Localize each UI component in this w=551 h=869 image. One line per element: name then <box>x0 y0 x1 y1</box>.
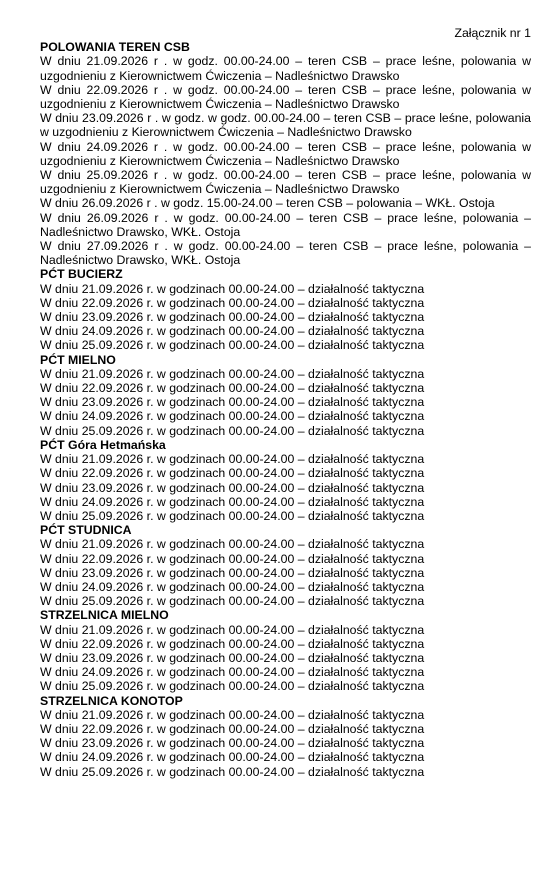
section <box>40 267 531 352</box>
entry-text: W dniu 23.09.2026 r. w godzinach 00.00-24.00 – działalność taktyczna <box>40 395 425 410</box>
entry-text: W dniu 23.09.2026 r. w godzinach 00.00-24.00 – działalność taktyczna <box>40 736 425 751</box>
entry-text: W dniu 22.09.2026 r. w godzinach 00.00-24.00 – działalność taktyczna <box>40 381 425 396</box>
entry-text: W dniu 21.09.2026 r . w godz. 00.00-24.00 – teren CSB – prace leśne, polowania w uzgodnieniu z Kierownictwem Ćwiczenia – Nadleśnictwo Drawsko <box>40 54 531 83</box>
entry-text: W dniu 21.09.2026 r. w godzinach 00.00-24.00 – działalność taktyczna <box>40 281 425 296</box>
entry-text: W dniu 23.09.2026 r. w godzinach 00.00-24.00 – działalność taktyczna <box>40 310 425 325</box>
entry-text: W dniu 24.09.2026 r. w godzinach 00.00-24.00 – działalność taktyczna <box>40 665 425 680</box>
section-title: PĆT BUCIERZ <box>40 267 123 282</box>
entry-text: W dniu 22.09.2026 r. w godzinach 00.00-24.00 – działalność taktyczna <box>40 466 425 481</box>
entry-text: W dniu 22.09.2026 r. w godzinach 00.00-24.00 – działalność taktyczna <box>40 636 425 651</box>
entry-text: W dniu 21.09.2026 r. w godzinach 00.00-24.00 – działalność taktyczna <box>40 707 425 722</box>
section-title: STRZELNICA KONOTOP <box>40 693 183 708</box>
annex-label: Załącznik nr 1 <box>454 26 531 40</box>
entry-text: W dniu 24.09.2026 r . w godz. 00.00-24.00 – teren CSB – prace leśne, polowania w uzgodnieniu z Kierownictwem Ćwiczenia – Nadleśnictwo Drawsko <box>40 139 531 168</box>
entry-text: W dniu 21.09.2026 r. w godzinach 00.00-24.00 – działalność taktyczna <box>40 537 425 552</box>
entry-text: W dniu 26.09.2026 r . w godz. 00.00-24.00 – teren CSB – prace leśne, polowania – Nadleśnictwo Drawsko, WKŁ. Ostoja <box>40 210 531 239</box>
section-title: PĆT MIELNO <box>40 352 116 367</box>
entry-text: W dniu 25.09.2026 r. w godzinach 00.00-24.00 – działalność taktyczna <box>40 338 425 353</box>
entry-text: W dniu 22.09.2026 r. w godzinach 00.00-24.00 – działalność taktyczna <box>40 551 425 566</box>
entry-text: W dniu 25.09.2026 r . w godz. 00.00-24.00 – teren CSB – prace leśne, polowania w uzgodnieniu z Kierownictwem Ćwiczenia – Nadleśnictwo Drawsko <box>40 168 531 197</box>
entry-text: W dniu 25.09.2026 r. w godzinach 00.00-24.00 – działalność taktyczna <box>40 423 425 438</box>
entry-text: W dniu 22.09.2026 r. w godzinach 00.00-24.00 – działalność taktyczna <box>40 295 425 310</box>
entry-text: W dniu 25.09.2026 r. w godzinach 00.00-24.00 – działalność taktyczna <box>40 594 425 609</box>
entry-text: W dniu 24.09.2026 r. w godzinach 00.00-24.00 – działalność taktyczna <box>40 324 425 339</box>
entry-text: W dniu 22.09.2026 r . w godz. 00.00-24.00 – teren CSB – prace leśne, polowania w uzgodnieniu z Kierownictwem Ćwiczenia – Nadleśnictwo Drawsko <box>40 82 531 112</box>
entry-text: W dniu 21.09.2026 r. w godzinach 00.00-24.00 – działalność taktyczna <box>40 622 425 637</box>
entry-text: W dniu 24.09.2026 r. w godzinach 00.00-24.00 – działalność taktyczna <box>40 409 425 424</box>
entry-text: W dniu 21.09.2026 r. w godzinach 00.00-24.00 – działalność taktyczna <box>40 452 425 467</box>
entry-text: W dniu 24.09.2026 r. w godzinach 00.00-24.00 – działalność taktyczna <box>40 494 425 509</box>
entry-text: W dniu 26.09.2026 r . w godz. 15.00-24.00 – teren CSB – polowania – WKŁ. Ostoja <box>40 196 495 211</box>
entry-text: W dniu 23.09.2026 r. w godzinach 00.00-24.00 – działalność taktyczna <box>40 480 425 495</box>
entry-text: W dniu 25.09.2026 r. w godzinach 00.00-24.00 – działalność taktyczna <box>40 679 425 694</box>
entry-text: W dniu 23.09.2026 r . w godz. w godz. 00.00-24.00 – teren CSB – prace leśne, polowania w uzgodnieniu z Kierownictwem Ćwiczenia – Nadleśnictwo Drawsko <box>40 111 531 140</box>
entry-text: W dniu 21.09.2026 r. w godzinach 00.00-24.00 – działalność taktyczna <box>40 366 425 381</box>
section <box>40 608 531 693</box>
section <box>40 438 531 523</box>
entry-text: W dniu 22.09.2026 r. w godzinach 00.00-24.00 – działalność taktyczna <box>40 721 425 736</box>
entry-text: W dniu 24.09.2026 r. w godzinach 00.00-24.00 – działalność taktyczna <box>40 750 425 765</box>
section <box>40 353 531 438</box>
section <box>40 694 531 779</box>
entry-text: W dniu 23.09.2026 r. w godzinach 00.00-24.00 – działalność taktyczna <box>40 565 425 580</box>
entry-text: W dniu 27.09.2026 r . w godz. 00.00-24.00 – teren CSB – prace leśne, polowania – Nadleśnictwo Drawsko, WKŁ. Ostoja <box>40 239 531 268</box>
section <box>40 40 531 267</box>
entry-text: W dniu 24.09.2026 r. w godzinach 00.00-24.00 – działalność taktyczna <box>40 579 425 594</box>
document-body <box>40 40 531 779</box>
section-title: STRZELNICA MIELNO <box>40 608 169 623</box>
section-title: PĆT STUDNICA <box>40 523 132 538</box>
entry-text: W dniu 23.09.2026 r. w godzinach 00.00-24.00 – działalność taktyczna <box>40 650 425 665</box>
section-title: POLOWANIA TEREN CSB <box>40 40 190 55</box>
entry-text: W dniu 25.09.2026 r. w godzinach 00.00-24.00 – działalność taktyczna <box>40 764 425 779</box>
entry-text: W dniu 25.09.2026 r. w godzinach 00.00-24.00 – działalność taktyczna <box>40 508 425 523</box>
section <box>40 523 531 608</box>
section-title: PĆT Góra Hetmańska <box>40 437 166 452</box>
